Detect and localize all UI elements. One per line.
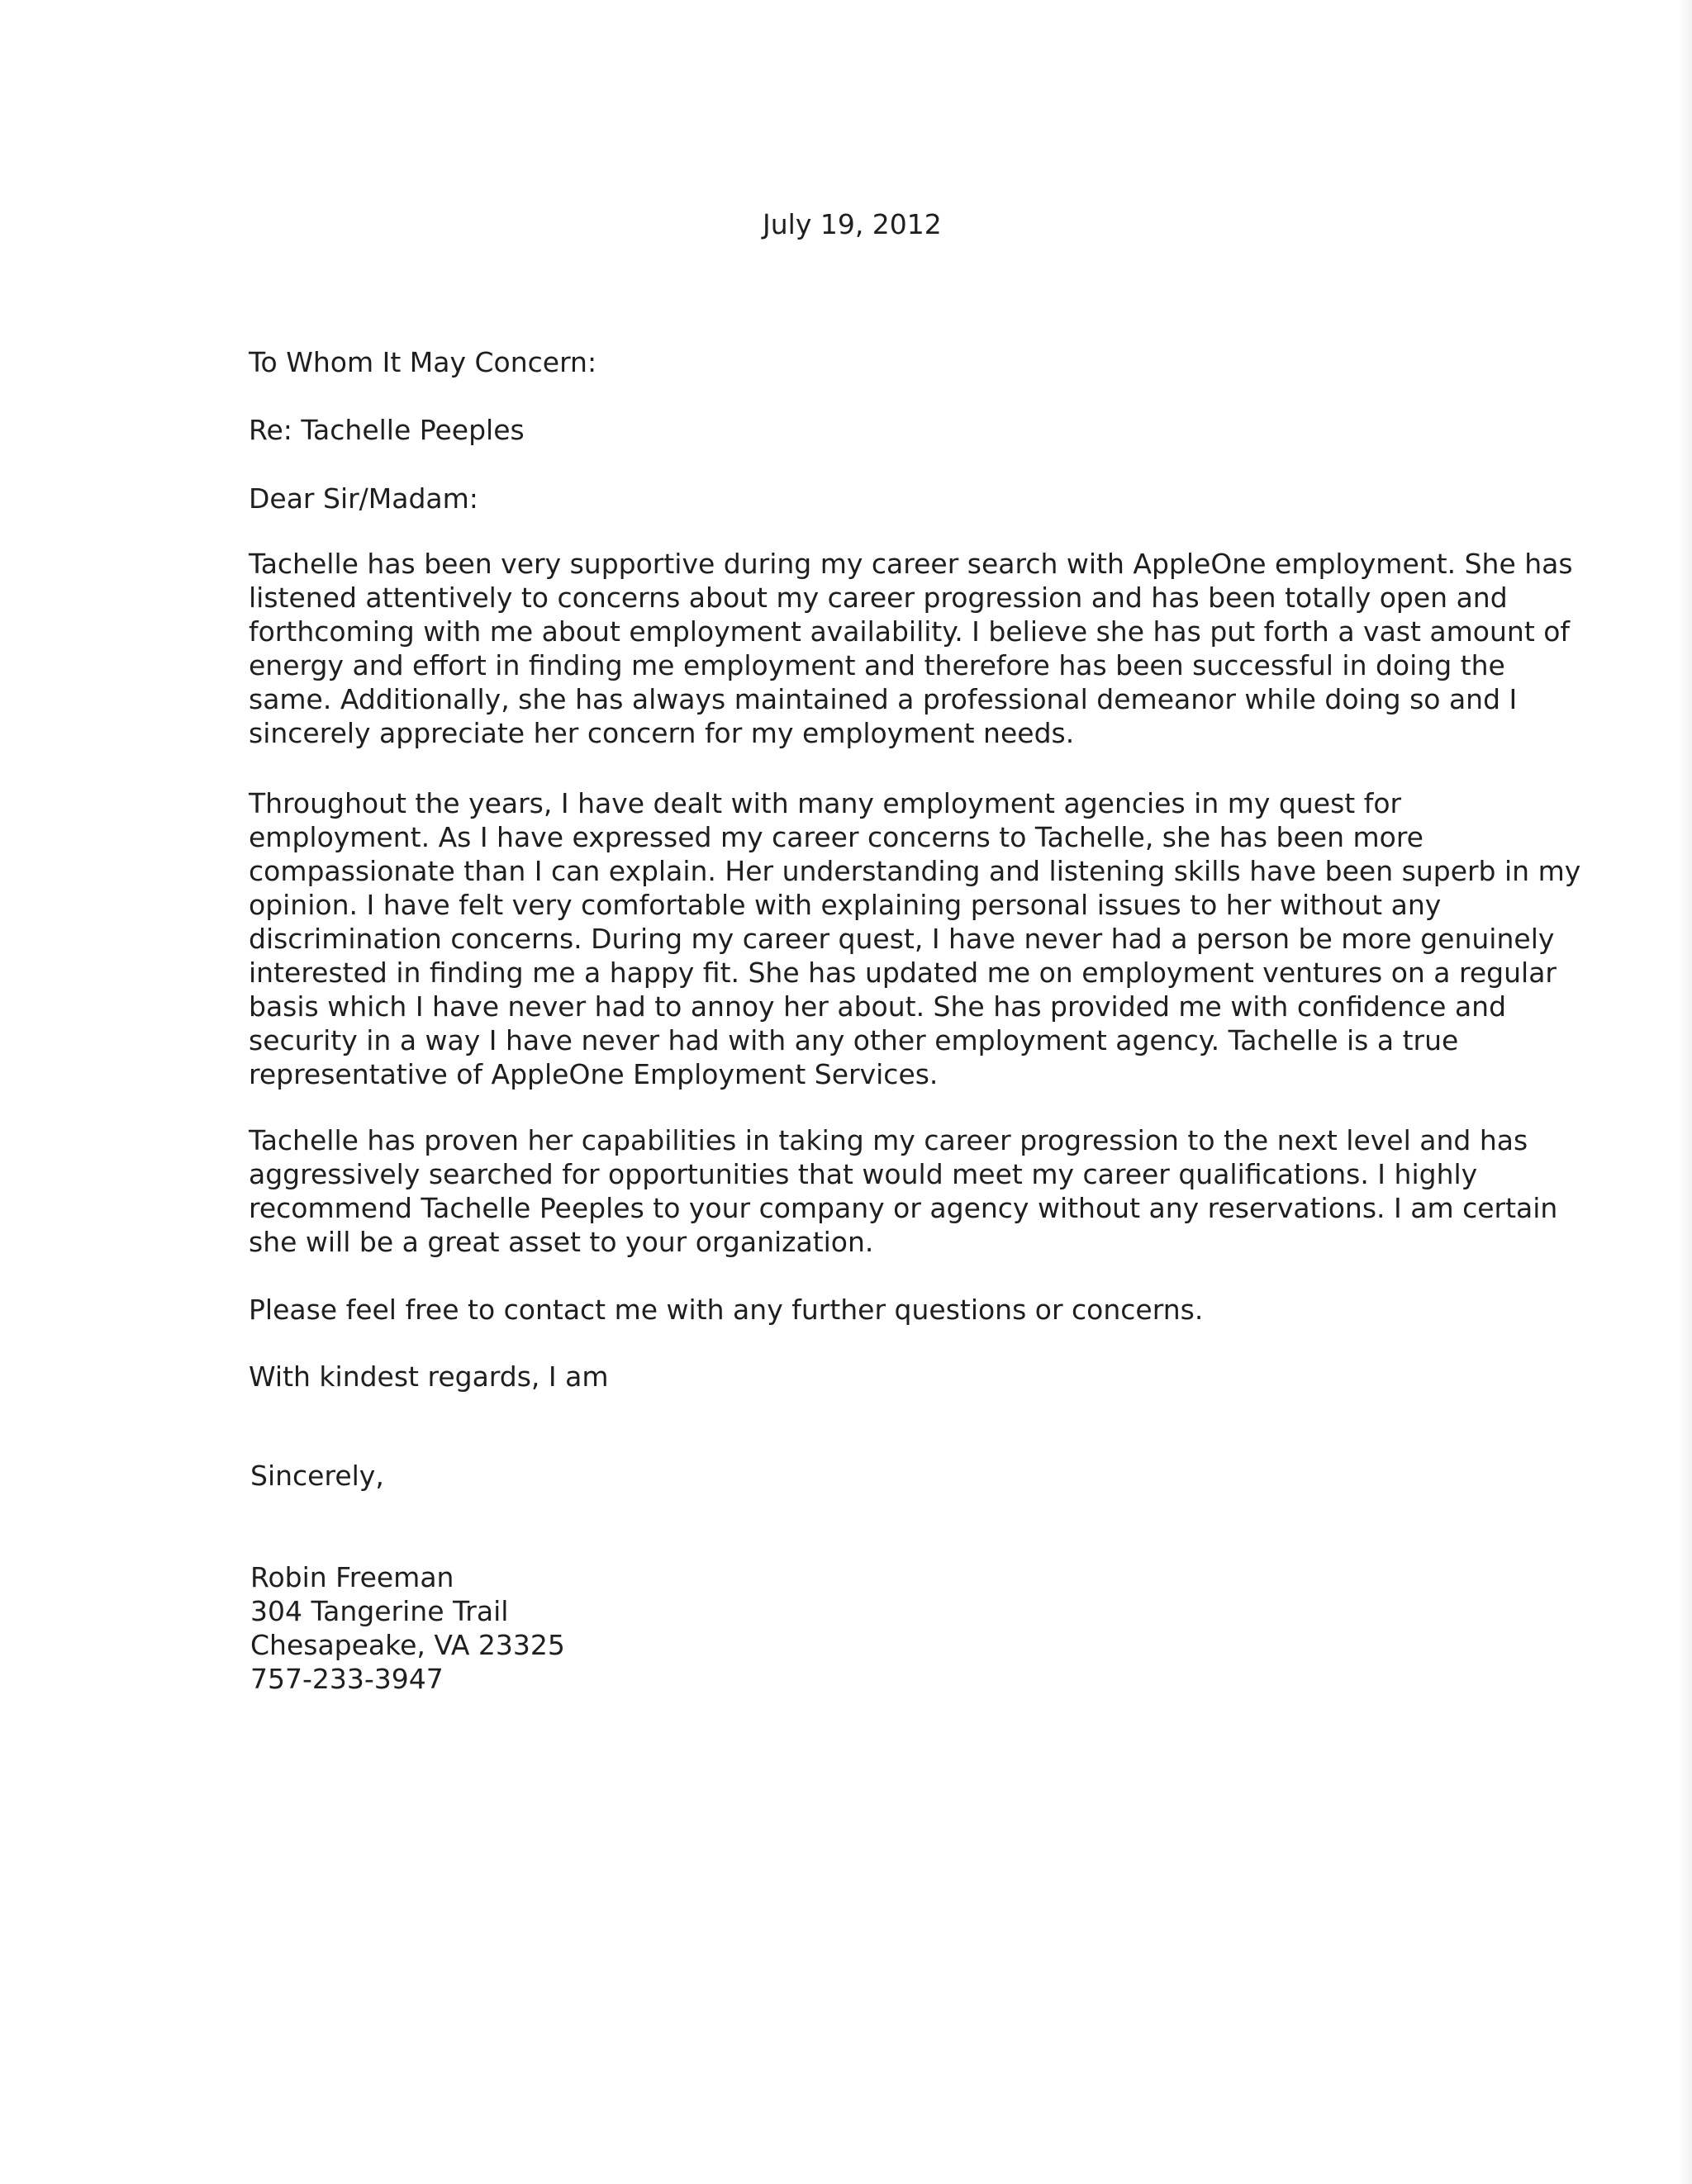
paragraph-2: [249, 786, 1580, 1091]
paragraph-line: aggressively searched for opportunities that would meet my career qualifications. I highly: [249, 1158, 1478, 1190]
sender-street: 304 Tangerine Trail: [250, 1595, 509, 1627]
paragraph-line: Tachelle has been very supportive during my career search with AppleOne employment. She has: [249, 548, 1573, 580]
paragraph-line: Tachelle has proven her capabilities in taking my career progression to the next level and has: [249, 1124, 1528, 1156]
paragraph-line: compassionate than I can explain. Her understanding and listening skills have been superb in my: [249, 855, 1581, 887]
paragraph-4: [249, 1293, 1203, 1327]
paragraph-line: opinion. I have felt very comfortable with explaining personal issues to her without any: [249, 889, 1442, 921]
letter-date: July 19, 2012: [763, 208, 942, 240]
paragraph-line: security in a way I have never had with any other employment agency. Tachelle is a true: [249, 1024, 1459, 1056]
salutation: To Whom It May Concern:: [249, 346, 597, 378]
paragraph-5: [249, 1360, 609, 1393]
paragraph-line: same. Additionally, she has always maintained a professional demeanor while doing so and I: [249, 683, 1518, 715]
paragraph-line: she will be a great asset to your organization.: [249, 1226, 874, 1258]
paragraph-line: sincerely appreciate her concern for my employment needs.: [249, 717, 1075, 749]
sender-city-state-zip: Chesapeake, VA 23325: [250, 1629, 565, 1661]
paragraph-line: employment. As I have expressed my career concerns to Tachelle, she has been more: [249, 821, 1423, 853]
paragraph-line: interested in finding me a happy fit. She has updated me on employment ventures on a regular: [249, 957, 1557, 989]
paragraph-line: recommend Tachelle Peeples to your company or agency without any reservations. I am certain: [249, 1192, 1558, 1224]
paragraph-line: discrimination concerns. During my career quest, I have never had a person be more genuinely: [249, 923, 1555, 955]
greeting: Dear Sir/Madam:: [249, 482, 478, 515]
paragraph-1: [249, 547, 1573, 750]
paragraph-line: representative of AppleOne Employment Services.: [249, 1058, 939, 1090]
paragraph-line: listened attentively to concerns about my career progression and has been totally open and: [249, 582, 1508, 614]
paragraph-line: Throughout the years, I have dealt with many employment agencies in my quest for: [249, 787, 1402, 819]
sender-block: [250, 1560, 565, 1696]
page-edge-shadow: [1679, 0, 1692, 2184]
paragraph-line: With kindest regards, I am: [249, 1360, 609, 1393]
re-line: Re: Tachelle Peeples: [249, 414, 525, 446]
paragraph-line: Please feel free to contact me with any further questions or concerns.: [249, 1294, 1204, 1326]
sender-name: Robin Freeman: [250, 1561, 454, 1593]
paragraph-3: [249, 1123, 1557, 1259]
paragraph-line: basis which I have never had to annoy her about. She has provided me with confidence and: [249, 990, 1507, 1023]
paragraph-line: energy and effort in finding me employment and therefore has been successful in doing the: [249, 649, 1505, 681]
paragraph-line: forthcoming with me about employment availability. I believe she has put forth a vast amount of: [249, 615, 1571, 648]
sender-phone: 757-233-3947: [250, 1663, 444, 1695]
closing: Sincerely,: [250, 1460, 384, 1492]
